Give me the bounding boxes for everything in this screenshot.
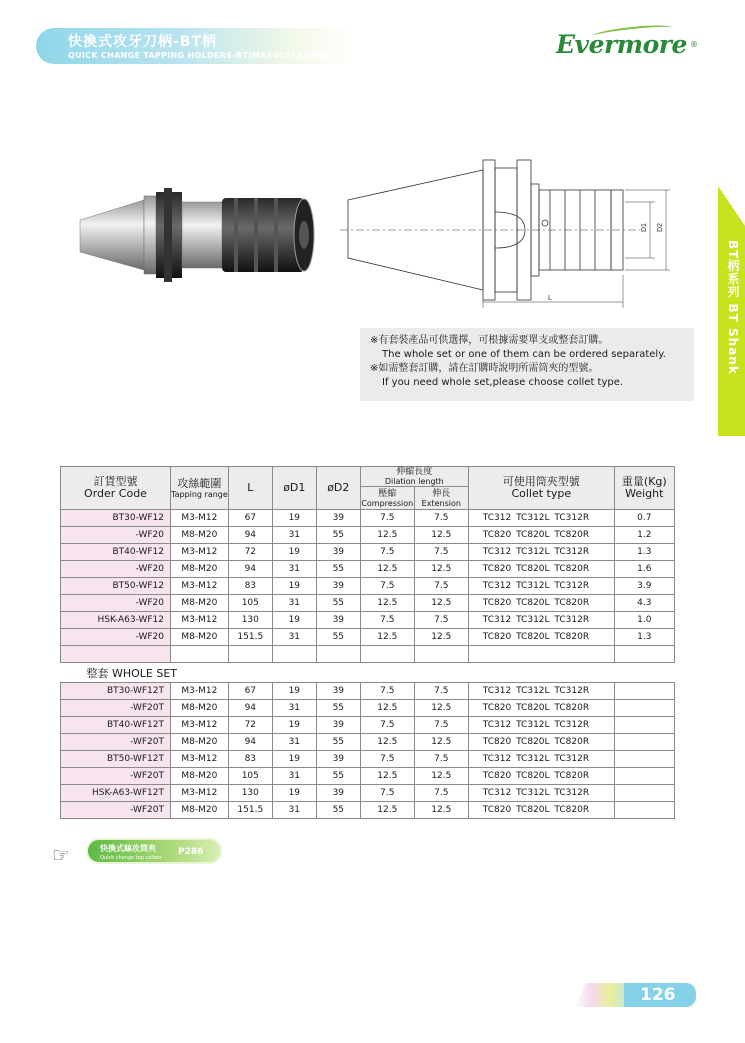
note-line-2: The whole set or one of them can be ordered separately. bbox=[382, 349, 666, 360]
header-collet: 可使用筒夾型號 Collet type bbox=[468, 467, 614, 510]
side-tab-label: BT柄系列 BT Shank bbox=[726, 240, 740, 375]
holder-rows bbox=[61, 510, 675, 683]
page-number: 126 bbox=[640, 985, 676, 1005]
order-notes bbox=[360, 328, 694, 401]
header-order-code: 訂貨型號 Order Code bbox=[61, 467, 171, 510]
table-row: BT50-WF12T M3-M12 83 19 39 7.5 7.5 TC312 TC312L TC312R bbox=[61, 751, 675, 768]
reference-label-en: Quick change tap collets bbox=[100, 855, 162, 861]
table-row: -WF20T M8-M20 151.5 31 55 12.5 12.5 TC820 TC820L TC820R bbox=[61, 802, 675, 819]
drawing-label-l: L bbox=[548, 295, 552, 302]
product-photo bbox=[74, 170, 324, 300]
table-row: HSK-A63-WF12 M3-M12 130 19 39 7.5 7.5 TC312 TC312L TC312R 1.0 bbox=[61, 612, 675, 629]
title-cn: 快換式攻牙刀柄-BT柄 bbox=[68, 34, 218, 50]
drawing-label-d2: D2 bbox=[657, 223, 664, 232]
pointing-hand-icon: ☞ bbox=[52, 843, 70, 867]
header-weight: 重量(Kg) Weight bbox=[614, 467, 674, 510]
spec-table bbox=[60, 466, 675, 819]
table-row: -WF20 M8-M20 94 31 55 12.5 12.5 TC820 TC820L TC820R 1.2 bbox=[61, 527, 675, 544]
title-en: QUICK CHANGE TAPPING HOLDERS-BT(MAS403) SHANK bbox=[68, 51, 331, 60]
header-l: L bbox=[228, 467, 272, 510]
table-row: BT40-WF12 M3-M12 72 19 39 7.5 7.5 TC312 TC312L TC312R 1.3 bbox=[61, 544, 675, 561]
blank-row bbox=[61, 646, 675, 663]
header-compression: 壓縮 Compression bbox=[361, 488, 414, 508]
header-d1: øD1 bbox=[272, 467, 316, 510]
table-row: BT50-WF12 M3-M12 83 19 39 7.5 7.5 TC312 TC312L TC312R 3.9 bbox=[61, 578, 675, 595]
registered-mark: ® bbox=[690, 40, 698, 49]
note-line-4: If you need whole set,please choose collet type. bbox=[382, 377, 624, 388]
brand-logo: Evermore bbox=[556, 30, 687, 59]
header-extension: 伸長 Extension bbox=[414, 487, 468, 510]
note-line-1: ※有套裝產品可供選擇，可根據需要單支或整套訂購。 bbox=[370, 335, 609, 346]
table-row: BT30-WF12T M3-M12 67 19 39 7.5 7.5 TC312 TC312L TC312R bbox=[61, 683, 675, 700]
whole-set-label: 整套 WHOLE SET bbox=[61, 663, 675, 683]
table-row: -WF20 M8-M20 105 31 55 12.5 12.5 TC820 TC820L TC820R 4.3 bbox=[61, 595, 675, 612]
header-dilation: 伸縮長度 Dilation length bbox=[360, 467, 468, 487]
whole-set-heading-row bbox=[61, 663, 675, 683]
table-row: -WF20T M8-M20 94 31 55 12.5 12.5 TC820 TC820L TC820R bbox=[61, 734, 675, 751]
reference-label-cn: 快換式絲攻筒夾 bbox=[100, 844, 156, 853]
technical-drawing bbox=[340, 150, 685, 310]
note-line-3: ※如需整套訂購，請在訂購時說明所需筒夾的型號。 bbox=[370, 363, 599, 374]
header-tapping-range: 攻絲範圍 Tapping range bbox=[171, 467, 229, 510]
drawing-label-d1: D1 bbox=[641, 223, 648, 232]
table-row: -WF20 M8-M20 94 31 55 12.5 12.5 TC820 TC820L TC820R 1.6 bbox=[61, 561, 675, 578]
table-row: BT40-WF12T M3-M12 72 19 39 7.5 7.5 TC312 TC312L TC312R bbox=[61, 717, 675, 734]
table-row: -WF20T M8-M20 105 31 55 12.5 12.5 TC820 TC820L TC820R bbox=[61, 768, 675, 785]
whole-set-rows bbox=[61, 683, 675, 819]
table-row: HSK-A63-WF12T M3-M12 130 19 39 7.5 7.5 TC312 TC312L TC312R bbox=[61, 785, 675, 802]
table-row: -WF20T M8-M20 94 31 55 12.5 12.5 TC820 TC820L TC820R bbox=[61, 700, 675, 717]
reference-page: P286 bbox=[178, 847, 204, 857]
table-row: BT30-WF12 M3-M12 67 19 39 7.5 7.5 TC312 TC312L TC312R 0.7 bbox=[61, 510, 675, 527]
header-d2: øD2 bbox=[316, 467, 360, 510]
table-row: -WF20 M8-M20 151.5 31 55 12.5 12.5 TC820 TC820L TC820R 1.3 bbox=[61, 629, 675, 646]
